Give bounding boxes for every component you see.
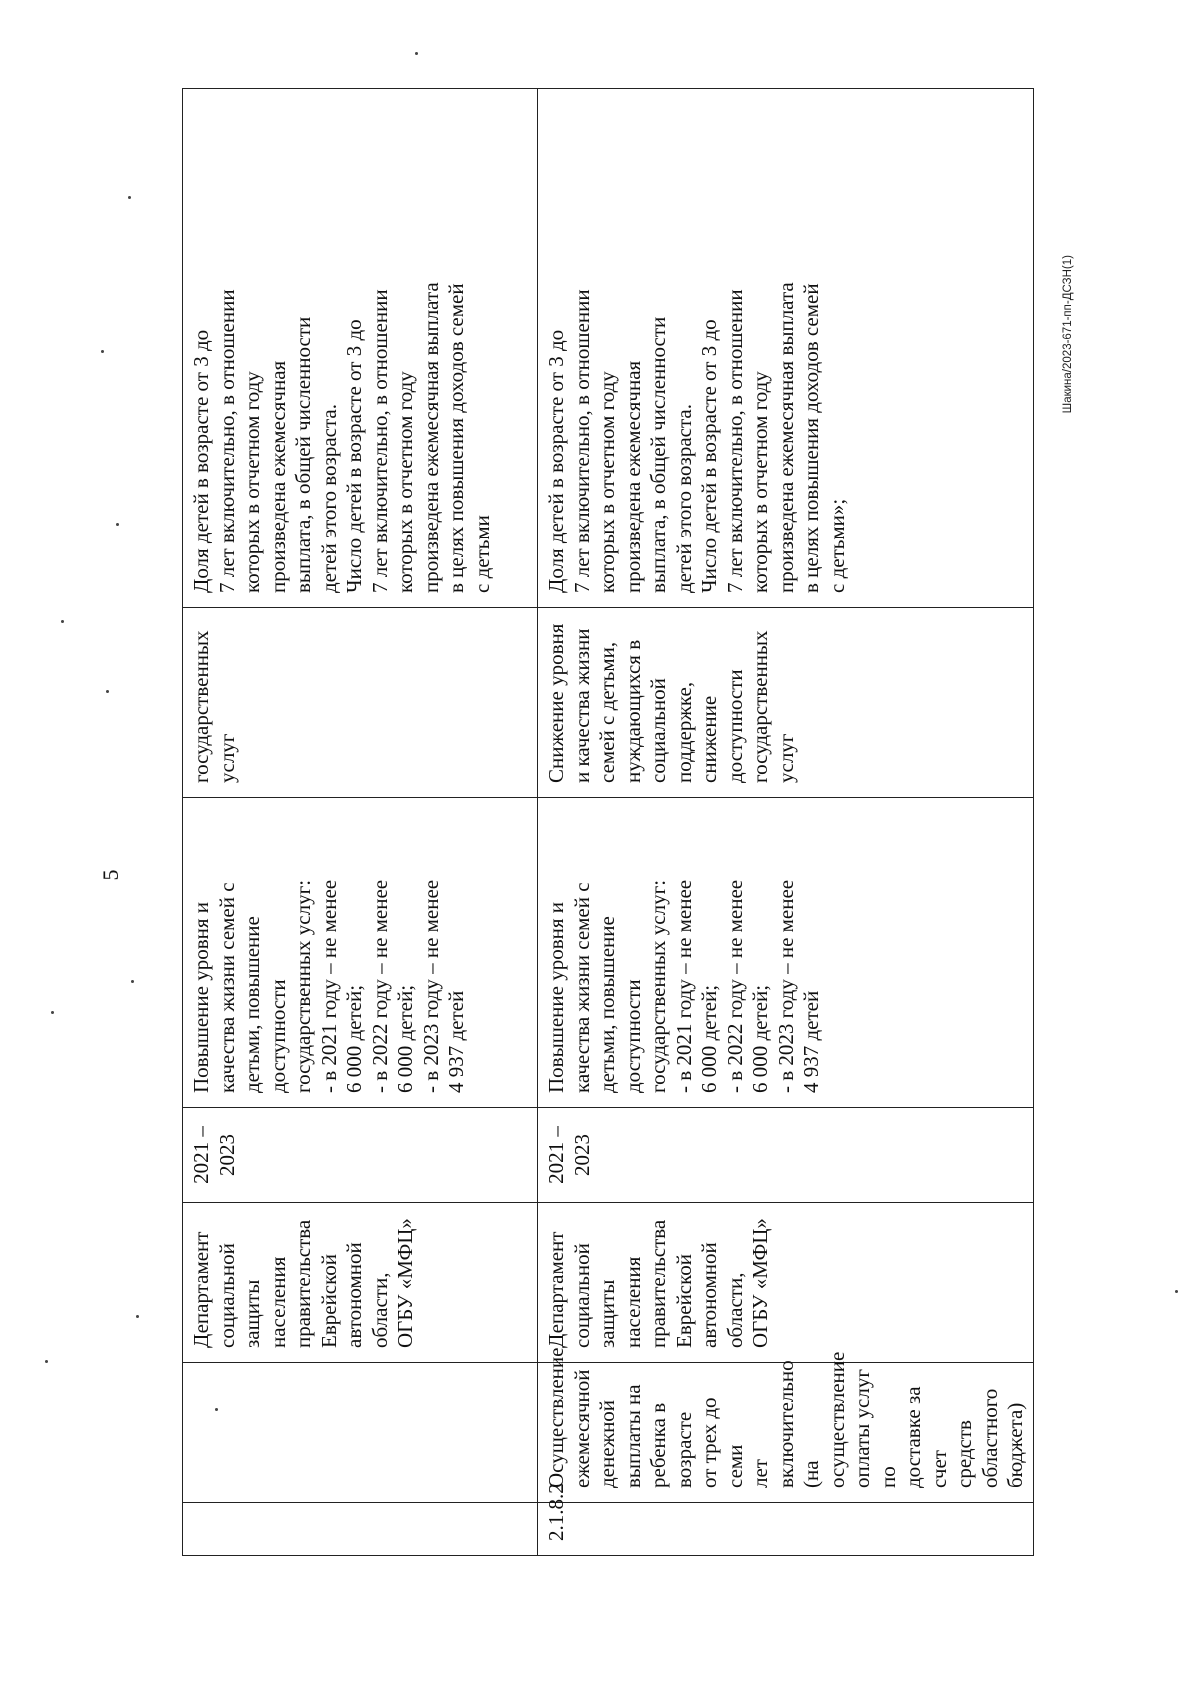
program-measures-table [182,88,1034,1556]
scan-speck [45,1360,48,1363]
scan-speck [131,980,134,983]
table-row [183,89,538,1556]
cell-number: 2.1.8.2 [538,1503,1034,1556]
cell-expected-result: Повышение уровня и качества жизни семей с детьми, повышение доступности государственных услуг: - в 2021 году – не менее 6 000 детей; - в 2022 году – не менее 6 000 детей; - в 2023 году – не менее 4 937 детей [538,798,1034,1108]
scan-speck [136,1315,139,1318]
scan-speck [215,1408,218,1411]
cell-measure: Осуществление ежемесячной денежной выплаты на ребенка в возрасте от трех до семи лет включительно (на осуществление оплаты услуг по доставке за счет средств областного бюджета) [538,1363,1034,1503]
cell-executor: Департамент социальной защиты населения правительства Еврейской автономной области, ОГБУ «МФЦ» [538,1203,1034,1363]
cell-expected-result: Повышение уровня и качества жизни семей с детьми, повышение доступности государственных услуг: - в 2021 году – не менее 6 000 детей; - в 2022 году – не менее 6 000 детей; - в 2023 году – не менее 4 937 детей [183,798,538,1108]
scan-speck [415,52,418,55]
cell-period: 2021 – 2023 [538,1108,1034,1203]
cell-indicator: Доля детей в возрасте от 3 до 7 лет включительно, в отношении которых в отчетном году произведена ежемесячная выплата, в общей численности детей этого возраста. Число детей в возрасте от 3 до 7 лет включительно, в отношении которых в отчетном году произведена ежемесячная выплата в целях повышения доходов семей с детьми [183,89,538,608]
cell-number [183,1503,538,1556]
scan-speck [106,690,109,693]
table-row [538,89,1034,1556]
scan-speck [128,196,131,199]
cell-consequences: Снижение уровня и качества жизни семей с детьми, нуждающихся в социальной поддержке, снижение доступности государственных услуг [538,608,1034,798]
document-code: Шакина/2023-671-пп-ДСЗН(1) [1062,255,1074,414]
cell-period: 2021 – 2023 [183,1108,538,1203]
scan-speck [1175,1290,1178,1293]
cell-measure [183,1363,538,1503]
cell-consequences: государственных услуг [183,608,538,798]
scan-speck [116,523,119,526]
cell-indicator: Доля детей в возрасте от 3 до 7 лет включительно, в отношении которых в отчетном году произведена ежемесячная выплата, в общей численности детей этого возраста. Число детей в возрасте от 3 до 7 лет включительно, в отношении которых в отчетном году произведена ежемесячная выплата в целях повышения доходов семей с детьми»; [538,89,1034,608]
cell-executor: Департамент социальной защиты населения правительства Еврейской автономной области, ОГБУ «МФЦ» [183,1203,538,1363]
scan-speck [61,620,64,623]
page-number: 5 [98,869,123,881]
scan-speck [51,1011,54,1014]
scan-speck [101,350,104,353]
table-container [182,89,1027,1556]
